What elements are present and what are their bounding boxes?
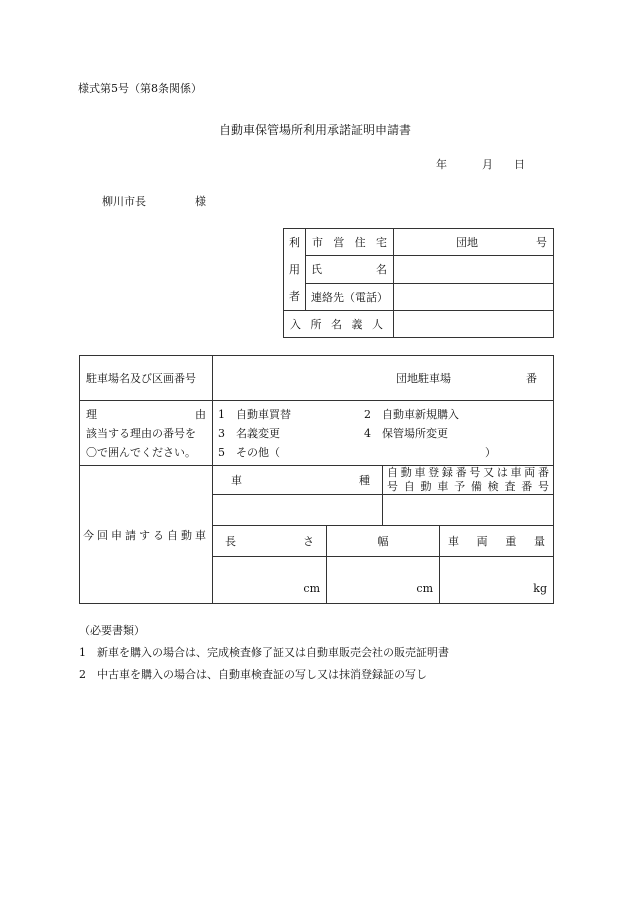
registration-number-label — [383, 466, 554, 495]
addressee-honorific: 様 — [195, 195, 206, 208]
day-label: 日 — [514, 158, 525, 171]
addressee — [102, 193, 206, 209]
label-char: 入 — [290, 318, 301, 331]
resident-field[interactable] — [394, 311, 554, 338]
label-char: 宅 — [375, 236, 387, 250]
note-item-2: 2 中古車を購入の場合は、自動車検査証の写し又は抹消登録証の写し — [79, 668, 427, 681]
reason-char: 由 — [195, 407, 206, 421]
parking-lot-label: 団地駐車場 — [396, 372, 451, 385]
reason-options — [213, 401, 554, 466]
label-char: 名 — [376, 263, 387, 277]
name-field[interactable] — [394, 256, 554, 283]
danchi-label: 団地 — [456, 236, 478, 250]
label-char: さ — [303, 535, 314, 548]
reason-option-2[interactable]: 2 自動車新規購入 — [364, 408, 459, 421]
length-label — [213, 526, 327, 557]
vehicle-type-field[interactable] — [213, 495, 383, 526]
label-char: 両 — [476, 535, 488, 548]
reason-option-5[interactable]: 5 その他（ — [218, 446, 280, 459]
label-char: 営 — [333, 236, 345, 250]
parking-label — [80, 356, 213, 401]
length-field[interactable] — [213, 557, 327, 604]
resident-label — [284, 311, 394, 338]
label-char: 市 — [312, 236, 323, 250]
parking-label-text: 駐車場名及び区画番号 — [86, 372, 196, 385]
contact-field[interactable] — [394, 283, 554, 310]
reason-note-2: 〇で囲んでください。 — [86, 445, 196, 459]
note-item-1: 1 新車を購入の場合は、完成検査修了証又は自動車販売会社の販売証明書 — [79, 646, 449, 659]
label-char: 量 — [533, 535, 545, 548]
user-side-label — [284, 229, 306, 311]
year-label: 年 — [436, 158, 447, 171]
side-char-2: 用 — [289, 263, 300, 276]
user-info-table — [283, 228, 554, 338]
room-number-label: 号 — [536, 236, 547, 250]
reason-option-3[interactable]: 3 名義変更 — [218, 427, 280, 440]
notes-heading: （必要書類） — [79, 624, 145, 637]
label-char: 長 — [225, 535, 236, 548]
label-char: 名 — [331, 318, 342, 331]
form-number: 様式第5号（第8条関係） — [78, 82, 202, 95]
side-char-3: 者 — [289, 290, 300, 303]
vehicle-label: 今回申請する自動車 — [80, 466, 213, 604]
reason-label — [80, 401, 213, 466]
reason-note-1: 該当する理由の番号を — [86, 426, 196, 440]
label-char: 氏 — [311, 263, 322, 277]
addressee-name: 柳川市長 — [102, 195, 146, 208]
document-title: 自動車保管場所利用承諾証明申請書 — [218, 123, 411, 137]
name-label — [306, 256, 394, 283]
label-char: 種 — [359, 474, 370, 487]
parking-number-label: 番 — [526, 372, 537, 385]
label-char: 車 — [448, 535, 459, 548]
unit-kg: kg — [533, 582, 547, 595]
vehicle-type-label — [213, 466, 383, 495]
reason-other-close: ） — [485, 446, 496, 459]
unit-cm: cm — [303, 582, 320, 595]
reason-option-1[interactable]: 1 自動車買替 — [218, 408, 291, 421]
weight-label — [440, 526, 554, 557]
weight-field[interactable] — [440, 557, 554, 604]
label-char: 重 — [505, 535, 517, 548]
label-char: 住 — [354, 236, 366, 250]
municipal-housing-label — [306, 229, 394, 256]
reason-option-4[interactable]: 4 保管場所変更 — [364, 427, 448, 440]
label-char: 義 — [351, 318, 363, 331]
label-char: 所 — [310, 318, 322, 331]
reason-char: 理 — [86, 407, 97, 421]
reg-label-line-1: 自動車登録番号又は車両番 — [387, 466, 549, 479]
reg-label-line-2: 号自動車予備検査番号 — [387, 480, 549, 493]
unit-cm: cm — [416, 582, 433, 595]
contact-label-text: 連絡先（電話） — [311, 290, 388, 304]
side-char-1: 利 — [289, 236, 300, 249]
width-field[interactable] — [327, 557, 440, 604]
contact-label — [306, 283, 394, 310]
parking-field[interactable] — [213, 356, 554, 401]
month-label: 月 — [482, 158, 493, 171]
application-table — [79, 355, 554, 604]
registration-number-field[interactable] — [383, 495, 554, 526]
municipal-housing-field[interactable] — [394, 229, 554, 256]
width-label: 幅 — [327, 526, 440, 557]
label-char: 車 — [231, 474, 242, 487]
label-char: 人 — [372, 318, 383, 331]
